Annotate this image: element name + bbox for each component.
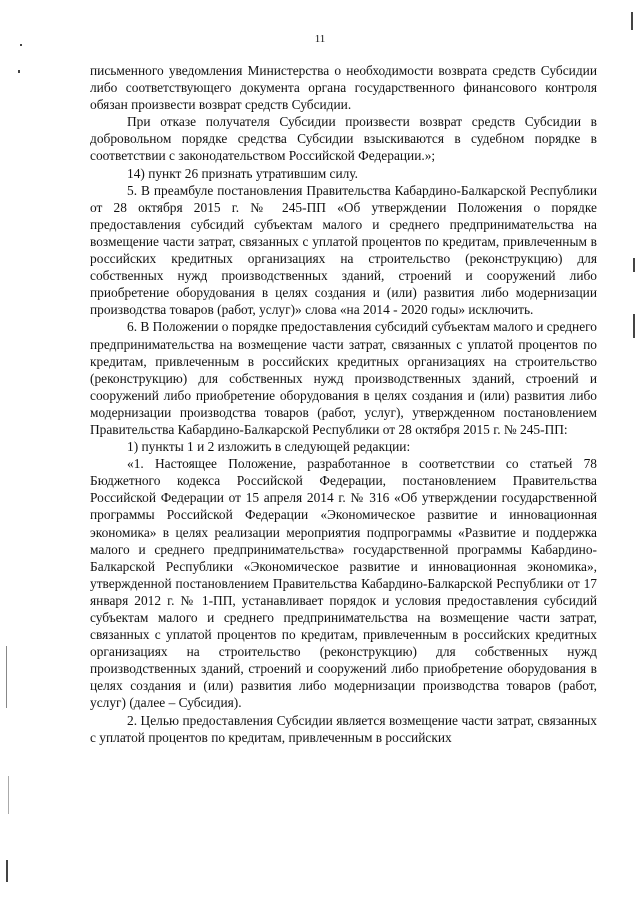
paragraph-refund-refusal: При отказе получателя Субсидии произвести возврат средств Субсидии в добровольном порядке средства Субсидии взыскиваются в судебном порядке в соответствии с законодательством Российской Федерации.»; xyxy=(90,114,597,164)
scan-mark xyxy=(18,70,20,73)
paragraph-item-5: 5. В преамбуле постановления Правительства Кабардино-Балкарской Республики от 28 октября 2015 г. № 245-ПП «Об утверждении Положения о порядке предоставления субсидий субъектам малого и среднего предпринимательства на возмещение части затрат, связанных с уплатой процентов по кредитам, привлеченным в российских кредитных организациях на строительство (реконструкцию) для собственных нужд производственных зданий, строений и сооружений либо приобретение оборудования в целях создания и (или) развития либо модернизации производства товаров (работ, услуг)» слова «на 2014 - 2020 годы» исключить. xyxy=(90,182,597,318)
paragraph-clause-2: 2. Целью предоставления Субсидии является возмещение части затрат, связанных с уплатой процентов по кредитам, привлеченным в российских xyxy=(90,712,597,745)
scan-mark xyxy=(8,776,9,814)
scan-mark xyxy=(633,258,635,272)
document-body xyxy=(90,62,597,746)
scan-mark xyxy=(631,12,633,30)
scan-mark xyxy=(20,44,22,46)
paragraph-subitem-1: 1) пункты 1 и 2 изложить в следующей редакции: xyxy=(127,439,411,455)
page-number: 11 xyxy=(314,33,326,45)
paragraph-clause-1: «1. Настоящее Положение, разработанное в соответствии со статьей 78 Бюджетного кодекса Российской Федерации, постановлением Правительства Российской Федерации от 15 апреля 2014 г. № 316 «Об утверждении государственной программы Российской Федерации «Экономическое развитие и инновационная экономика» в целях реализации мероприятия подпрограммы «Развитие и поддержка малого и среднего предпринимательства» государственной программы Кабардино-Балкарской Республики «Экономическое развитие и инновационная экономика», утвержденной постановлением Правительства Кабардино-Балкарской Республики от 17 января 2012 г. № 1-ПП, устанавливает порядок и условия предоставления субсидий субъектам малого и среднего предпринимательства на возмещение части затрат, связанных с уплатой процентов по кредитам, привлеченным в российских кредитных организациях на строительство (реконструкцию) для собственных нужд производственных зданий, строений и сооружений либо приобретение оборудования в целях создания и (или) развития либо модернизации производства товаров (работ, услуг) (далее – Субсидия). xyxy=(90,456,597,711)
paragraph-refund-notice: письменного уведомления Министерства о необходимости возврата средств Субсидии либо соответствующего документа органа государственного финансового контроля обязан произвести возврат средств Субсидии. xyxy=(90,63,597,113)
scan-mark xyxy=(6,646,7,708)
paragraph-item-6: 6. В Положении о порядке предоставления субсидий субъектам малого и среднего предпринимательства на возмещение части затрат, связанных с уплатой процентов по кредитам, привлеченным в российских кредитных организациях на строительство (реконструкцию) для собственных нужд производственных зданий, строений и сооружений либо приобретение оборудования в целях создания и (или) развития либо модернизации производства товаров (работ, услуг), утвержденном постановлением Правительства Кабардино-Балкарской Республики от 28 октября 2015 г. № 245-ПП: xyxy=(90,319,597,437)
paragraph-item-14: 14) пункт 26 признать утратившим силу. xyxy=(127,165,359,181)
scan-mark xyxy=(633,314,635,338)
scan-mark xyxy=(6,860,8,882)
